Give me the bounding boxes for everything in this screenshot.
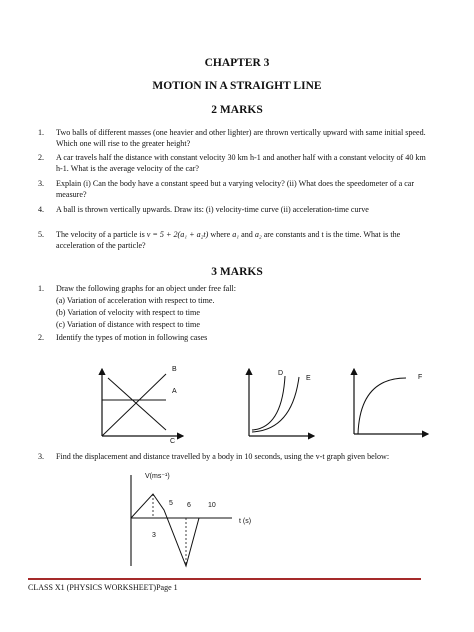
question-text: Find the displacement and distance travelled by a body in 10 seconds, using the v-t graph given below: [56,452,390,461]
question-number: 2. [38,333,45,342]
chapter-title: MOTION IN A STRAIGHT LINE [152,80,322,92]
label-e: E [306,375,311,382]
question-text-part: are constants and t is the time. What is the acceleration of the particle? [56,230,401,251]
question-text-part: where [208,230,233,239]
vt-tick-5: 5 [169,500,173,507]
velocity-equation: v = 5 + 2(a₁ + a₂t) [146,230,209,239]
question-text-part: and [239,230,255,239]
question-number: 3. [38,179,45,188]
question-number: 1. [38,128,45,137]
sub-question-b: (b) Variation of velocity with respect to time [56,308,200,317]
label-c: C [170,438,176,445]
question-number: 3. [38,452,45,461]
label-a: A [172,388,177,395]
label-d: D [278,370,284,377]
question-text: A car travels half the distance with constant velocity 30 km h-1 and another half with a constant velocity of 40 km h-1. What is the average velocity of the car? [56,153,426,174]
question-number: 1. [38,284,45,293]
label-b: B [172,366,177,373]
label-f: F [418,374,423,381]
vt-tick-10: 10 [208,502,216,509]
question-text: Draw the following graphs for an object under free fall: [56,284,237,293]
question-number: 2. [38,153,45,162]
sub-question-a: (a) Variation of acceleration with respect to time. [56,296,215,305]
question-text: Two balls of different masses (one heavier and other lighter) are thrown vertically upward with same initial speed. Which one will rise to the greater height? [56,128,426,149]
vt-xlabel: t (s) [239,518,252,525]
question-text-part: The velocity of a particle is [56,230,147,239]
page-footer: CLASS X1 (PHYSICS WORKSHEET)Page 1 [28,583,178,592]
question-text: Explain (i) Can the body have a constant speed but a varying velocity? (ii) What does the speedometer of a car measure? [56,179,415,200]
question-text: A ball is thrown vertically upwards. Draw its: (i) velocity-time curve (ii) acceleration-time curve [56,205,369,214]
vt-tick-6: 6 [187,502,191,509]
question-number: 4. [38,205,45,214]
footer-rule [28,578,421,580]
section-heading-3-marks: 3 MARKS [211,266,263,278]
constant-a1: a₁ [232,230,240,239]
sub-question-c: (c) Variation of distance with respect to time [56,320,200,329]
question-text: Identify the types of motion in following cases [56,333,208,342]
chapter-heading: CHAPTER 3 [204,57,270,69]
constant-a2: a₂ [254,230,262,239]
vt-tick-3: 3 [152,532,156,539]
section-heading-2-marks: 2 MARKS [211,104,263,116]
question-number: 5. [38,230,45,239]
vt-ylabel: V(ms⁻¹) [145,473,170,480]
